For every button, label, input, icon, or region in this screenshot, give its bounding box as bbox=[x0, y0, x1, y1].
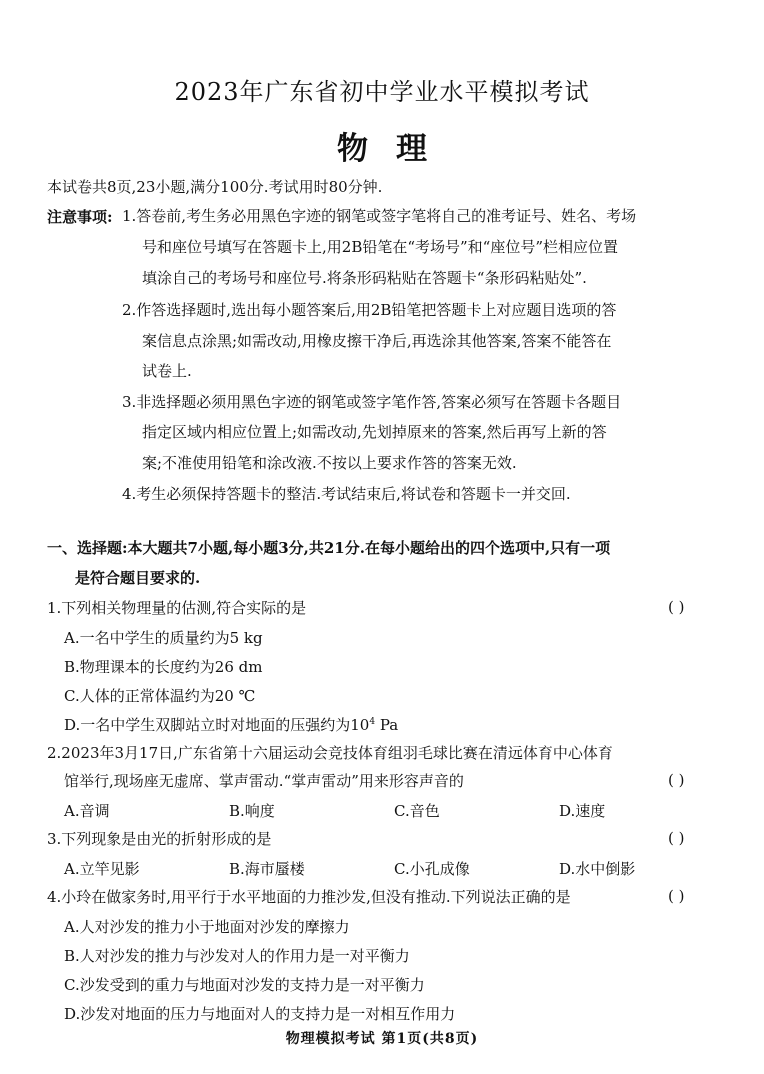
notice-item-1-line-3: 填涂自己的考场号和座位号.将条形码粘贴在答题卡“条形码粘贴处”. bbox=[142, 269, 587, 287]
question-3-stem: 3.下列现象是由光的折射形成的是 bbox=[47, 830, 272, 848]
question-2-stem-line-2: 馆举行,现场座无虚席、掌声雷动.“掌声雷动”用来形容声音的 bbox=[64, 772, 464, 790]
subject-title: 物理 bbox=[337, 131, 455, 167]
question-1-option-a[interactable]: A.一名中学生的质量约为5 kg bbox=[64, 629, 263, 647]
question-1-option-d-exponent: 4 bbox=[369, 717, 376, 727]
question-2-answer-paren[interactable]: ( ) bbox=[668, 771, 685, 789]
question-2-option-c[interactable]: C.音色 bbox=[394, 802, 440, 820]
question-1-option-d-text: D.一名中学生双脚站立时对地面的压强约为10 bbox=[64, 716, 370, 734]
question-1-option-d[interactable] bbox=[64, 714, 398, 735]
exam-title: 2023年广东省初中学业水平模拟考试 bbox=[174, 78, 590, 106]
notice-item-3-line-1: 3.非选择题必须用黑色字迹的钢笔或签字笔作答,答案必须写在答题卡各题目 bbox=[122, 393, 622, 411]
notice-item-3-line-3: 案;不准使用铅笔和涂改液.不按以上要求作答的答案无效. bbox=[142, 454, 517, 472]
notice-item-3-line-2: 指定区域内相应位置上;如需改动,先划掉原来的答案,然后再写上新的答 bbox=[142, 423, 607, 441]
notice-item-1-line-1: 1.答卷前,考生务必用黑色字迹的钢笔或签字笔将自己的准考证号、姓名、考场 bbox=[122, 207, 637, 225]
question-4-option-a[interactable]: A.人对沙发的推力小于地面对沙发的摩擦力 bbox=[64, 918, 350, 936]
notice-item-4-line-1: 4.考生必须保持答题卡的整洁.考试结束后,将试卷和答题卡一并交回. bbox=[122, 485, 571, 503]
question-3-option-d[interactable]: D.水中倒影 bbox=[559, 860, 636, 878]
question-4-stem: 4.小玲在做家务时,用平行于水平地面的力推沙发,但没有推动.下列说法正确的是 bbox=[47, 888, 571, 906]
question-4-option-d[interactable]: D.沙发对地面的压力与地面对人的支持力是一对相互作用力 bbox=[64, 1005, 456, 1023]
question-1-option-c[interactable]: C.人体的正常体温约为20 ℃ bbox=[64, 687, 256, 705]
intro-text: 本试卷共8页,23小题,满分100分.考试用时80分钟. bbox=[47, 178, 383, 196]
notice-item-1-line-2: 号和座位号填写在答题卡上,用2B铅笔在“考场号”和“座位号”栏相应位置 bbox=[142, 238, 619, 256]
question-3-option-b[interactable]: B.海市蜃楼 bbox=[229, 860, 305, 878]
question-3-answer-paren[interactable]: ( ) bbox=[668, 829, 685, 847]
notice-item-2-line-1: 2.作答选择题时,选出每小题答案后,用2B铅笔把答题卡上对应题目选项的答 bbox=[122, 301, 617, 319]
notice-item-2-line-3: 试卷上. bbox=[142, 362, 192, 380]
question-2-stem-line-1: 2.2023年3月17日,广东省第十六届运动会竞技体育组羽毛球比赛在清远体育中心体育 bbox=[47, 744, 613, 762]
notice-label: 注意事项: bbox=[47, 208, 113, 226]
section-heading-line-2: 是符合题目要求的. bbox=[75, 569, 201, 587]
question-3-option-c[interactable]: C.小孔成像 bbox=[394, 860, 470, 878]
section-heading-line-1: 一、选择题:本大题共7小题,每小题3分,共21分.在每小题给出的四个选项中,只有一项 bbox=[47, 539, 611, 557]
question-1-option-d-unit: Pa bbox=[375, 716, 399, 734]
page-footer: 物理模拟考试 第1页(共8页) bbox=[285, 1031, 479, 1047]
question-4-option-b[interactable]: B.人对沙发的推力与沙发对人的作用力是一对平衡力 bbox=[64, 947, 410, 965]
question-2-option-b[interactable]: B.响度 bbox=[229, 802, 275, 820]
question-3-option-a[interactable]: A.立竿见影 bbox=[64, 860, 140, 878]
notice-item-2-line-2: 案信息点涂黑;如需改动,用橡皮擦干净后,再选涂其他答案,答案不能答在 bbox=[142, 332, 612, 350]
question-1-option-b[interactable]: B.物理课本的长度约为26 dm bbox=[64, 658, 263, 676]
question-4-answer-paren[interactable]: ( ) bbox=[668, 887, 685, 905]
question-2-option-d[interactable]: D.速度 bbox=[559, 802, 606, 820]
question-1-answer-paren[interactable]: ( ) bbox=[668, 598, 685, 616]
question-4-option-c[interactable]: C.沙发受到的重力与地面对沙发的支持力是一对平衡力 bbox=[64, 976, 425, 994]
question-2-option-a[interactable]: A.音调 bbox=[64, 802, 110, 820]
question-1-stem: 1.下列相关物理量的估测,符合实际的是 bbox=[47, 599, 307, 617]
